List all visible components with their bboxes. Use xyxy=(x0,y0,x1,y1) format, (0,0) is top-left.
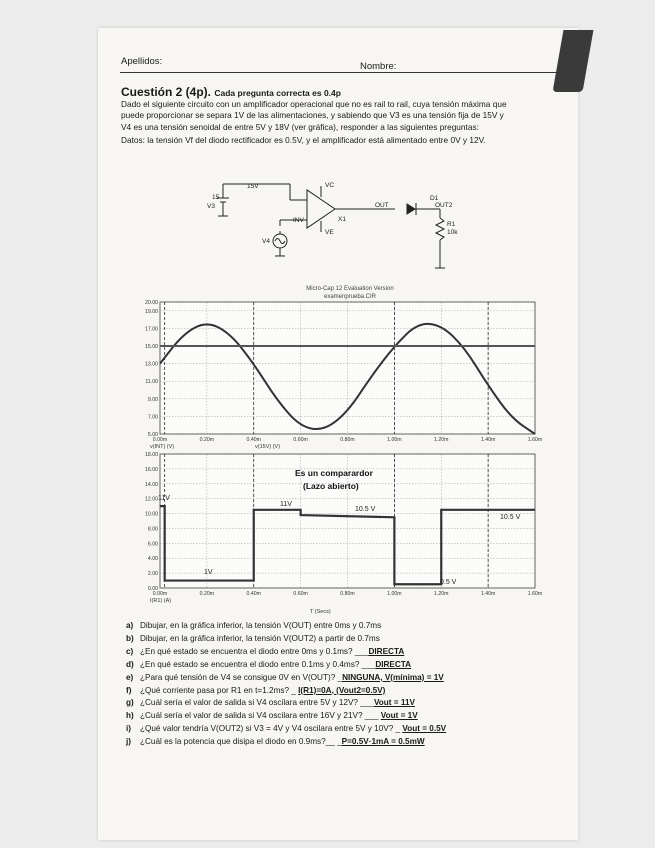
top-x-tick: 1.20m xyxy=(434,437,449,443)
question-letter: g) xyxy=(126,698,134,708)
question-answer: Vout = 1V xyxy=(380,711,418,721)
intro-line-4: Datos: la tensión Vf del diodo rectificador es 0.5V, y el amplificador está alimentado entre 0V y 12V. xyxy=(121,135,486,145)
top-x-tick: 0.60m xyxy=(293,437,308,443)
chart-header-1: Micro-Cap 12 Evaluation Version xyxy=(306,286,394,292)
question-answer: DIRECTA xyxy=(368,646,405,656)
question-text: ¿Qué valor tendría V(OUT2) si V3 = 4V y V4 oscilara entre 5V y 10V? _ xyxy=(140,724,403,734)
question-answer: P=0.5V·1mA = 0.5mW xyxy=(341,737,425,747)
bot-x-tick: 0.40m xyxy=(246,591,261,597)
bot-x-tick: 0.80m xyxy=(340,591,355,597)
question-answer: Vout = 0.5V xyxy=(402,724,447,734)
label-0-5v: 0.5 V xyxy=(440,579,457,586)
top-x-tick: 0.20m xyxy=(199,437,215,443)
v4-label: V4 xyxy=(262,238,270,245)
top-x-tick: 1.60m xyxy=(527,437,543,443)
label-10-5v-b: 10.5 V xyxy=(500,514,521,521)
bot-x-tick: 1.00m xyxy=(387,591,402,597)
top-x-tick: 0.00m xyxy=(152,437,168,443)
question-item xyxy=(126,724,446,733)
bot-y-tick: 12.00 xyxy=(145,496,158,503)
question-item xyxy=(126,660,411,669)
bot-x-tick: 0.00m xyxy=(152,591,168,597)
question-answer: NINGUNA, V(mínima) = 1V xyxy=(342,672,444,682)
question-answer: DIRECTA xyxy=(375,659,412,669)
nombre-label: Nombre: xyxy=(360,61,397,72)
question-letter: b) xyxy=(126,633,134,643)
question-letter: i) xyxy=(126,724,132,734)
v3-value-label: 15 xyxy=(212,194,220,201)
x1-label: X1 xyxy=(338,216,346,223)
circuit-schematic xyxy=(195,176,485,282)
question-item xyxy=(126,673,444,682)
question-text: ¿Cuál sería el valor de salida si V4 oscilara entre 16V y 21V? ___ xyxy=(140,711,381,721)
bot-y-tick: 10.00 xyxy=(145,511,158,518)
vc-label: VC xyxy=(325,182,335,189)
question-text: ¿En qué estado se encuentra el diodo entre 0.1ms y 0.4ms? ___ xyxy=(140,659,376,669)
question-item xyxy=(126,634,380,643)
question-item xyxy=(126,711,418,720)
annotation-comparator: Es un comparardor xyxy=(295,468,373,478)
top-y-tick: 19.00 xyxy=(145,308,158,315)
top-y-tick: 20.00 xyxy=(145,300,158,306)
top-y-tick: 5.00 xyxy=(147,432,158,438)
question-letter: a) xyxy=(126,621,134,630)
label-11v-b: 11V xyxy=(280,501,292,508)
node-15v-label: 15V xyxy=(247,183,259,190)
top-x-tick: 0.80m xyxy=(340,437,355,443)
bot-y-tick: 14.00 xyxy=(145,481,158,488)
question-answer: Vout = 11V xyxy=(373,698,415,708)
question-text: ¿En qué estado se encuentra el diodo entre 0ms y 0.1ms? ___ xyxy=(140,646,369,656)
top-chart xyxy=(120,282,550,452)
bot-x-tick: 0.60m xyxy=(293,591,308,597)
bot-x-tick: 1.20m xyxy=(434,591,449,597)
bot-y-tick: 0.00 xyxy=(147,586,158,592)
question-title xyxy=(121,85,341,99)
annotation-open-loop: (Lazo abierto) xyxy=(303,481,359,491)
bot-y-tick: 8.00 xyxy=(147,526,158,533)
question-item xyxy=(126,647,404,656)
top-y-tick: 15.00 xyxy=(145,344,158,350)
question-text: Dibujar, en la gráfica inferior, la tensión V(OUT) entre 0ms y 0.7ms xyxy=(140,621,382,630)
bottom-trace-label: I(R1) (A) xyxy=(150,598,172,604)
bot-x-tick: 1.60m xyxy=(527,591,543,597)
inv-label: INV xyxy=(293,217,304,224)
bot-x-tick: 0.20m xyxy=(199,591,215,597)
bottom-x-axis-label: T (Secs) xyxy=(310,609,331,615)
question-text: Dibujar, en la gráfica inferior, la tensión V(OUT2) a partir de 0.7ms xyxy=(140,633,380,643)
top-y-tick: 9.00 xyxy=(147,396,158,403)
question-item xyxy=(126,698,415,707)
question-letter: d) xyxy=(126,659,134,669)
label-1v: 1V xyxy=(204,569,213,576)
intro-line-2: puede proporcionar se separa 1V de las alimentaciones, y sabiendo que V3 es una tensión fija de 15V y xyxy=(121,110,504,120)
header-rule xyxy=(120,72,560,73)
question-subtitle: Cada pregunta correcta es 0.4p xyxy=(214,88,341,98)
question-letter: e) xyxy=(126,672,134,682)
question-letter: f) xyxy=(126,685,132,695)
top-trace-label-b: v(15V) (V) xyxy=(255,444,281,450)
r1-label: R1 xyxy=(447,221,456,228)
top-x-tick: 1.40m xyxy=(480,437,496,443)
question-item xyxy=(126,621,381,630)
top-trace-label-a: v(INT) (V) xyxy=(150,444,175,450)
top-x-tick: 0.40m xyxy=(246,437,261,443)
bot-y-tick: 16.00 xyxy=(145,466,158,473)
bottom-chart xyxy=(120,448,550,616)
label-11v-a: 11V xyxy=(158,495,170,502)
question-text: ¿Qué corriente pasa por R1 en t=1.2ms? _ xyxy=(140,685,299,695)
question-title-text: Cuestión 2 (4p). xyxy=(121,85,212,99)
top-y-tick: 7.00 xyxy=(147,414,158,421)
intro-line-3: V4 es una tensión senoidal de entre 5V y 18V (ver gráfica), responder a las siguientes preguntas: xyxy=(121,122,479,132)
d1-label: D1 xyxy=(430,195,439,202)
out-label: OUT xyxy=(375,202,389,209)
label-10-5v-a: 10.5 V xyxy=(355,506,376,513)
question-text: ¿Cuál sería el valor de salida si V4 oscilara entre 5V y 12V? ___ xyxy=(140,698,374,708)
v3-name-label: V3 xyxy=(207,203,215,210)
question-letter: j) xyxy=(126,737,132,747)
apellidos-label: Apellidos: xyxy=(121,56,163,67)
question-text: ¿Para qué tensión de V4 se consigue 0V en V(OUT)? _ xyxy=(140,672,343,682)
r1-value-label: 10k xyxy=(447,229,458,236)
question-text: ¿Cuál es la potencia que disipa el diodo en 0.9ms?__ _ xyxy=(140,737,342,747)
question-letter: c) xyxy=(126,646,134,656)
bot-y-tick: 4.00 xyxy=(147,556,158,563)
bot-x-tick: 1.40m xyxy=(480,591,496,597)
top-y-tick: 17.00 xyxy=(145,326,158,333)
ve-label: VE xyxy=(325,229,334,236)
top-x-tick: 1.00m xyxy=(387,437,402,443)
top-y-tick: 13.00 xyxy=(145,361,158,368)
top-y-tick: 11.00 xyxy=(145,379,158,386)
question-letter: h) xyxy=(126,711,134,721)
bot-y-tick: 6.00 xyxy=(147,541,158,548)
question-item xyxy=(126,737,425,746)
out2-label: OUT2 xyxy=(435,202,453,209)
chart-header-2: examenprueba.CIR xyxy=(323,294,377,300)
intro-line-1: Dado el siguiente circuito con un amplificador operacional que no es rail to rail, cuya tensión máxima que xyxy=(121,99,507,109)
bot-y-tick: 18.00 xyxy=(145,452,158,458)
bot-y-tick: 2.00 xyxy=(147,571,158,578)
question-answer: I(R1)=0A, (Vout2=0.5V) xyxy=(298,685,386,695)
question-item xyxy=(126,686,385,695)
